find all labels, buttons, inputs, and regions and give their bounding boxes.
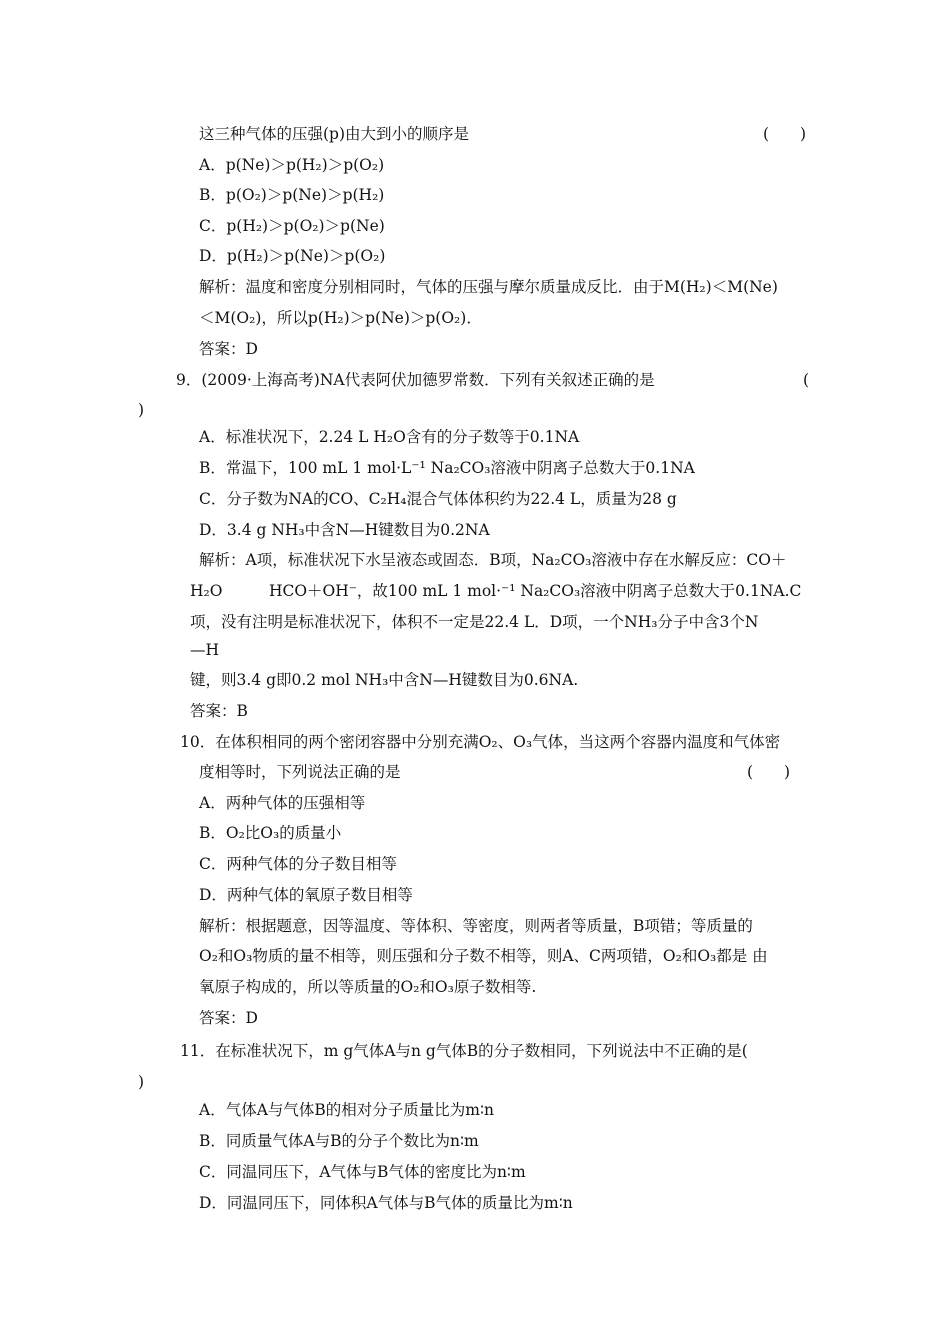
q10-answer: 答案：D [199,1009,258,1027]
q11-option-d: D．同温同压下，同体积A气体与B气体的质量比为m∶n [199,1194,573,1212]
q10-option-b: B．O₂比O₃的质量小 [199,824,342,842]
q8-option-a: A．p(Ne)＞p(H₂)＞p(O₂) [199,156,385,174]
q9-option-b: B．常温下，100 mL 1 mol·L⁻¹ Na₂CO₃溶液中阴离子总数大于0.1NA [199,459,695,477]
q10-option-c: C．两种气体的分子数目相等 [199,855,397,873]
q11-option-c: C．同温同压下，A气体与B气体的密度比为n∶m [199,1163,526,1181]
q9-analysis-line-1: 解析：A项，标准状况下水呈液态或固态．B项，Na₂CO₃溶液中存在水解反应：CO＋ [199,551,787,569]
q9-paren-close: ) [138,401,145,419]
q11-option-a: A．气体A与气体B的相对分子质量比为m∶n [199,1101,494,1119]
q10-answer-blank: ( ) [747,763,791,781]
q10-option-a: A．两种气体的压强相等 [199,794,366,812]
q8-analysis-line-1: 解析：温度和密度分别相同时，气体的压强与摩尔质量成反比．由于M(H₂)＜M(Ne) [199,278,778,296]
q9-analysis-line-5: 键，则3.4 g即0.2 mol NH₃中含N—H键数目为0.6NA. [190,671,579,689]
q8-option-b: B．p(O₂)＞p(Ne)＞p(H₂) [199,186,385,204]
q9-paren-open: ( [803,371,810,389]
q8-analysis-line-2: ＜M(O₂)，所以p(H₂)＞p(Ne)＞p(O₂)． [199,309,482,327]
q9-analysis-line-2: H₂O HCO＋OH⁻，故100 mL 1 mol·⁻¹ Na₂CO₃溶液中阴离子总数大于0.1NA.C [190,582,802,600]
q9-stem: 9．(2009·上海高考)NA代表阿伏加德罗常数．下列有关叙述正确的是 [176,371,655,389]
q10-stem-line-1: 10．在体积相同的两个密闭容器中分别充满O₂、O₃气体，当这两个容器内温度和气体密 [180,733,781,751]
q8-stem: 这三种气体的压强(p)由大到小的顺序是 [199,125,470,143]
q10-analysis-line-3: 氧原子构成的，所以等质量的O₂和O₃原子数相等. [199,978,537,996]
q10-stem-line-2: 度相等时，下列说法正确的是 [199,763,401,781]
q9-analysis-line-4: —H [190,641,220,659]
q9-option-c: C．分子数为NA的CO、C₂H₄混合气体体积约为22.4 L，质量为28 g [199,490,677,508]
q10-analysis-line-1: 解析：根据题意，因等温度、等体积、等密度，则两者等质量，B项错；等质量的 [199,917,753,935]
q8-option-c: C．p(H₂)＞p(O₂)＞p(Ne) [199,217,385,235]
q9-analysis-line-3: 项，没有注明是标准状况下，体积不一定是22.4 L．D项，一个NH₃分子中含3个N [190,613,759,631]
q11-option-b: B．同质量气体A与B的分子个数比为n∶m [199,1132,479,1150]
q9-answer: 答案：B [190,702,248,720]
q8-answer: 答案：D [199,340,258,358]
q9-option-a: A．标准状况下，2.24 L H₂O含有的分子数等于0.1NA [199,428,580,446]
q10-analysis-line-2: O₂和O₃物质的量不相等，则压强和分子数不相等，则A、C两项错，O₂和O₃都是 由 [199,947,768,965]
q8-option-d: D．p(H₂)＞p(Ne)＞p(O₂) [199,247,386,265]
q8-answer-blank: ( ) [763,125,807,143]
q11-paren-close: ) [138,1073,145,1091]
q10-option-d: D．两种气体的氧原子数目相等 [199,886,413,904]
q9-option-d: D．3.4 g NH₃中含N—H键数目为0.2NA [199,521,490,539]
q11-stem: 11．在标准状况下，m g气体A与n g气体B的分子数相同，下列说法中不正确的是( [180,1042,748,1060]
